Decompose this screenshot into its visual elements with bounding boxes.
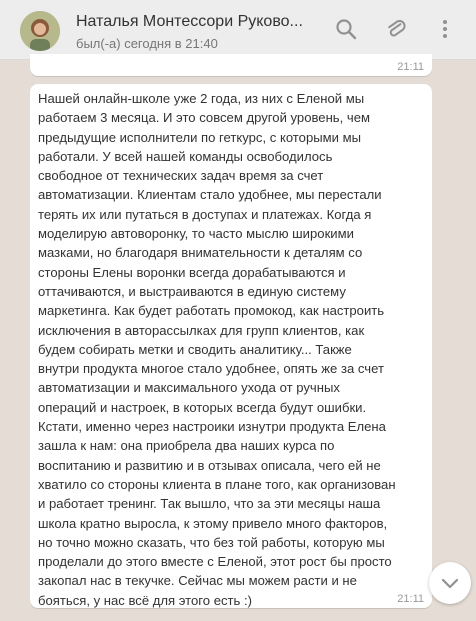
chat-area[interactable] [0, 60, 476, 621]
contact-avatar[interactable] [20, 11, 60, 51]
previous-message-time: 21:11 [397, 61, 424, 73]
message-text: Нашей онлайн-школе уже 2 года, из них с Еленой мы работаем 3 месяца. И это совсем другой уровень, чем предыдущие исполнители по геткурс, с которыми мы работали. У всей нашей команды освободилось свободное от технических задач время за счет автоматизации. Клиентам стало удобнее, мы перестали терять их или путаться в доступах и платежах. Когда я моделирую автоворонку, то часто мыслю широкими мазками, но благодаря внимательности к деталям со стороны Елены воронки всегда дорабатываются и оттачиваются, и выстраиваются в единую систему маркетинга. Как будет работать промокод, как настроить исключения в авторассылках для групп клиентов, как будем собирать метки и сводить аналитику... Также внутри продукта многое стало удобнее, опять же за счет автоматизации и максимального ухода от ручных операций и настроек, в которых всегда будут ошибки. Кстати, именно через настроики изнутри продукта Елена зашла к нам: она приобрела два наших курса по воспитанию и развитию и в отзывах описала, чего ей не хватило со стороны клиента в плане того, как организован и работает тренинг. Так вышло, что за эти месяцы наша школа кратно выросла, к этому привело много факторов, но точно можно сказать, что без той работы, которую мы проделали до этого вместе с Еленой, этот рост бы просто закопал нас в текучке. Сейчас мы можем расти и не бояться, у нас всё для этого есть :) [38, 91, 396, 608]
attach-icon[interactable] [383, 16, 409, 42]
last-seen-status: был(-а) сегодня в 21:40 [76, 36, 218, 51]
previous-message-bubble [30, 54, 432, 76]
search-icon[interactable] [333, 16, 359, 42]
message-time: 21:11 [397, 593, 424, 605]
message-bubble[interactable] [30, 84, 432, 608]
chevron-down-icon [429, 562, 471, 604]
menu-icon[interactable] [432, 16, 458, 42]
scroll-down-button[interactable] [429, 562, 471, 604]
contact-name[interactable]: Наталья Монтессори Руково... [76, 13, 303, 30]
chat-header [0, 0, 476, 60]
